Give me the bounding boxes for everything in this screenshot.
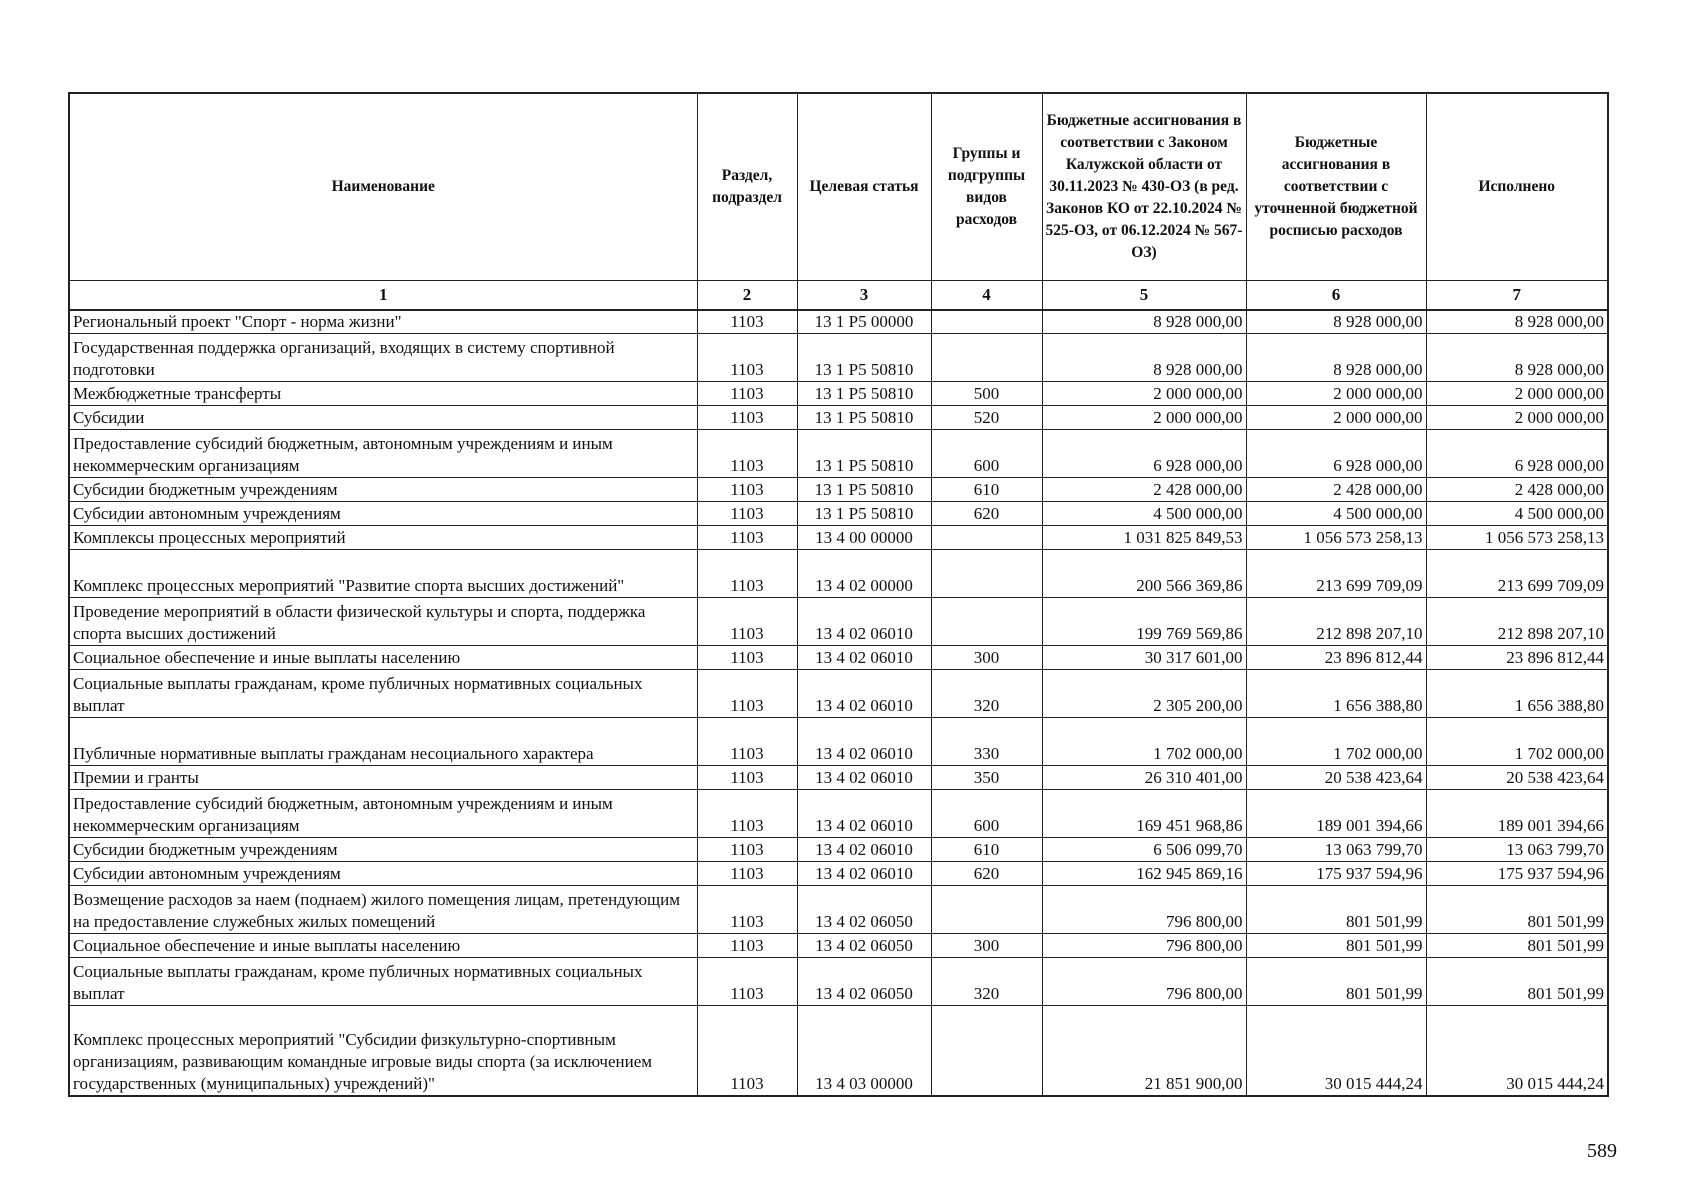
header-law-allocations: Бюджетные ассигнования в соответствии с Законом Калужской области от 30.11.2023 № 430-ОЗ (в ред. Законов КО от 22.10.2024 № 525-ОЗ, от 06.12.2024 № 567-ОЗ) <box>1042 93 1246 280</box>
row-executed-amount-cell: 801 501,99 <box>1426 958 1608 1006</box>
column-number: 4 <box>931 280 1042 310</box>
row-group-cell <box>931 1006 1042 1096</box>
row-executed-amount-cell: 13 063 799,70 <box>1426 838 1608 862</box>
table-row <box>69 934 1608 958</box>
row-section-cell: 1103 <box>697 550 797 598</box>
row-name-cell: Социальное обеспечение и иные выплаты населению <box>69 646 697 670</box>
budget-table <box>68 92 1609 1097</box>
row-section-cell: 1103 <box>697 670 797 718</box>
table-row <box>69 598 1608 646</box>
table-row <box>69 550 1608 598</box>
row-section-cell: 1103 <box>697 382 797 406</box>
table-body <box>69 310 1608 1096</box>
row-executed-amount-cell: 1 702 000,00 <box>1426 718 1608 766</box>
header-row <box>69 93 1608 280</box>
row-refined-amount-cell: 23 896 812,44 <box>1246 646 1426 670</box>
table-row <box>69 958 1608 1006</box>
row-name-cell: Социальные выплаты гражданам, кроме публичных нормативных социальных выплат <box>69 670 697 718</box>
page-number: 589 <box>1587 1140 1617 1162</box>
row-refined-amount-cell: 8 928 000,00 <box>1246 334 1426 382</box>
row-executed-amount-cell: 175 937 594,96 <box>1426 862 1608 886</box>
column-number: 3 <box>797 280 931 310</box>
row-section-cell: 1103 <box>697 478 797 502</box>
header-section: Раздел, подраздел <box>697 93 797 280</box>
table-row <box>69 382 1608 406</box>
row-group-cell: 600 <box>931 790 1042 838</box>
column-number: 1 <box>69 280 697 310</box>
row-refined-amount-cell: 1 056 573 258,13 <box>1246 526 1426 550</box>
row-target-cell: 13 4 02 06010 <box>797 766 931 790</box>
row-group-cell: 620 <box>931 862 1042 886</box>
row-refined-amount-cell: 13 063 799,70 <box>1246 838 1426 862</box>
table-row <box>69 838 1608 862</box>
row-target-cell: 13 1 Р5 50810 <box>797 502 931 526</box>
row-law-amount-cell: 2 428 000,00 <box>1042 478 1246 502</box>
row-refined-amount-cell: 801 501,99 <box>1246 934 1426 958</box>
row-refined-amount-cell: 213 699 709,09 <box>1246 550 1426 598</box>
row-executed-amount-cell: 2 000 000,00 <box>1426 406 1608 430</box>
row-executed-amount-cell: 8 928 000,00 <box>1426 310 1608 334</box>
table-row <box>69 862 1608 886</box>
row-law-amount-cell: 796 800,00 <box>1042 958 1246 1006</box>
row-name-cell: Возмещение расходов за наем (поднаем) жилого помещения лицам, претендующим на предоставление служебных жилых помещений <box>69 886 697 934</box>
row-group-cell: 620 <box>931 502 1042 526</box>
row-name-cell: Региональный проект "Спорт - норма жизни" <box>69 310 697 334</box>
table-row <box>69 334 1608 382</box>
row-law-amount-cell: 8 928 000,00 <box>1042 334 1246 382</box>
row-section-cell: 1103 <box>697 934 797 958</box>
table-row <box>69 790 1608 838</box>
row-executed-amount-cell: 2 000 000,00 <box>1426 382 1608 406</box>
row-law-amount-cell: 200 566 369,86 <box>1042 550 1246 598</box>
row-group-cell: 320 <box>931 958 1042 1006</box>
row-refined-amount-cell: 175 937 594,96 <box>1246 862 1426 886</box>
row-refined-amount-cell: 8 928 000,00 <box>1246 310 1426 334</box>
row-refined-amount-cell: 1 702 000,00 <box>1246 718 1426 766</box>
row-law-amount-cell: 26 310 401,00 <box>1042 766 1246 790</box>
row-refined-amount-cell: 30 015 444,24 <box>1246 1006 1426 1096</box>
row-law-amount-cell: 30 317 601,00 <box>1042 646 1246 670</box>
row-name-cell: Публичные нормативные выплаты гражданам несоциального характера <box>69 718 697 766</box>
table-row <box>69 406 1608 430</box>
row-executed-amount-cell: 213 699 709,09 <box>1426 550 1608 598</box>
row-group-cell <box>931 310 1042 334</box>
row-target-cell: 13 4 02 06010 <box>797 670 931 718</box>
row-law-amount-cell: 199 769 569,86 <box>1042 598 1246 646</box>
header-groups: Группы и подгруппы видов расходов <box>931 93 1042 280</box>
row-law-amount-cell: 6 506 099,70 <box>1042 838 1246 862</box>
row-law-amount-cell: 2 305 200,00 <box>1042 670 1246 718</box>
column-number-row <box>69 280 1608 310</box>
row-executed-amount-cell: 20 538 423,64 <box>1426 766 1608 790</box>
row-section-cell: 1103 <box>697 598 797 646</box>
row-group-cell: 350 <box>931 766 1042 790</box>
row-law-amount-cell: 21 851 900,00 <box>1042 1006 1246 1096</box>
row-group-cell: 520 <box>931 406 1042 430</box>
row-name-cell: Субсидии бюджетным учреждениям <box>69 478 697 502</box>
row-target-cell: 13 1 Р5 50810 <box>797 382 931 406</box>
row-target-cell: 13 1 Р5 50810 <box>797 406 931 430</box>
table-row <box>69 718 1608 766</box>
row-name-cell: Субсидии автономным учреждениям <box>69 862 697 886</box>
row-name-cell: Премии и гранты <box>69 766 697 790</box>
table-row <box>69 646 1608 670</box>
row-group-cell <box>931 550 1042 598</box>
row-name-cell: Субсидии автономным учреждениям <box>69 502 697 526</box>
table-row <box>69 430 1608 478</box>
row-name-cell: Комплексы процессных мероприятий <box>69 526 697 550</box>
row-executed-amount-cell: 1 056 573 258,13 <box>1426 526 1608 550</box>
row-executed-amount-cell: 801 501,99 <box>1426 886 1608 934</box>
row-target-cell: 13 4 02 06010 <box>797 646 931 670</box>
row-target-cell: 13 4 00 00000 <box>797 526 931 550</box>
row-executed-amount-cell: 4 500 000,00 <box>1426 502 1608 526</box>
row-executed-amount-cell: 30 015 444,24 <box>1426 1006 1608 1096</box>
row-refined-amount-cell: 1 656 388,80 <box>1246 670 1426 718</box>
row-section-cell: 1103 <box>697 334 797 382</box>
row-target-cell: 13 4 02 06010 <box>797 598 931 646</box>
row-section-cell: 1103 <box>697 766 797 790</box>
row-group-cell: 610 <box>931 838 1042 862</box>
table-row <box>69 502 1608 526</box>
row-target-cell: 13 1 Р5 50810 <box>797 334 931 382</box>
row-name-cell: Субсидии бюджетным учреждениям <box>69 838 697 862</box>
table-row <box>69 1006 1608 1096</box>
row-name-cell: Субсидии <box>69 406 697 430</box>
row-group-cell: 330 <box>931 718 1042 766</box>
row-target-cell: 13 4 02 06010 <box>797 838 931 862</box>
table-row <box>69 670 1608 718</box>
row-refined-amount-cell: 212 898 207,10 <box>1246 598 1426 646</box>
row-target-cell: 13 4 02 06010 <box>797 790 931 838</box>
row-refined-amount-cell: 20 538 423,64 <box>1246 766 1426 790</box>
row-group-cell: 300 <box>931 934 1042 958</box>
row-name-cell: Проведение мероприятий в области физической культуры и спорта, поддержка спорта высших достижений <box>69 598 697 646</box>
column-number: 7 <box>1426 280 1608 310</box>
table-row <box>69 478 1608 502</box>
row-target-cell: 13 1 Р5 50810 <box>797 430 931 478</box>
row-section-cell: 1103 <box>697 718 797 766</box>
row-name-cell: Комплекс процессных мероприятий "Развитие спорта высших достижений" <box>69 550 697 598</box>
row-target-cell: 13 1 Р5 00000 <box>797 310 931 334</box>
row-law-amount-cell: 796 800,00 <box>1042 886 1246 934</box>
table-row <box>69 766 1608 790</box>
row-target-cell: 13 4 03 00000 <box>797 1006 931 1096</box>
column-number: 6 <box>1246 280 1426 310</box>
row-name-cell: Социальные выплаты гражданам, кроме публичных нормативных социальных выплат <box>69 958 697 1006</box>
row-name-cell: Комплекс процессных мероприятий "Субсидии физкультурно-спортивным организациям, развивающим командные игровые виды спорта (за исключением государственных (муниципальных) учреждений)" <box>69 1006 697 1096</box>
row-executed-amount-cell: 212 898 207,10 <box>1426 598 1608 646</box>
table-row <box>69 886 1608 934</box>
row-name-cell: Межбюджетные трансферты <box>69 382 697 406</box>
row-section-cell: 1103 <box>697 1006 797 1096</box>
row-section-cell: 1103 <box>697 502 797 526</box>
row-target-cell: 13 4 02 00000 <box>797 550 931 598</box>
row-refined-amount-cell: 2 000 000,00 <box>1246 382 1426 406</box>
header-name: Наименование <box>69 93 697 280</box>
row-section-cell: 1103 <box>697 790 797 838</box>
row-section-cell: 1103 <box>697 838 797 862</box>
row-group-cell <box>931 334 1042 382</box>
row-executed-amount-cell: 2 428 000,00 <box>1426 478 1608 502</box>
row-target-cell: 13 4 02 06050 <box>797 958 931 1006</box>
table-row <box>69 310 1608 334</box>
row-refined-amount-cell: 6 928 000,00 <box>1246 430 1426 478</box>
row-section-cell: 1103 <box>697 430 797 478</box>
row-law-amount-cell: 1 031 825 849,53 <box>1042 526 1246 550</box>
row-law-amount-cell: 4 500 000,00 <box>1042 502 1246 526</box>
row-target-cell: 13 4 02 06050 <box>797 934 931 958</box>
row-group-cell <box>931 886 1042 934</box>
row-section-cell: 1103 <box>697 406 797 430</box>
row-name-cell: Социальное обеспечение и иные выплаты населению <box>69 934 697 958</box>
row-group-cell: 600 <box>931 430 1042 478</box>
row-executed-amount-cell: 8 928 000,00 <box>1426 334 1608 382</box>
row-law-amount-cell: 796 800,00 <box>1042 934 1246 958</box>
row-group-cell: 500 <box>931 382 1042 406</box>
row-law-amount-cell: 2 000 000,00 <box>1042 406 1246 430</box>
row-executed-amount-cell: 801 501,99 <box>1426 934 1608 958</box>
row-law-amount-cell: 6 928 000,00 <box>1042 430 1246 478</box>
row-refined-amount-cell: 189 001 394,66 <box>1246 790 1426 838</box>
row-law-amount-cell: 169 451 968,86 <box>1042 790 1246 838</box>
row-refined-amount-cell: 2 428 000,00 <box>1246 478 1426 502</box>
row-target-cell: 13 4 02 06010 <box>797 718 931 766</box>
row-refined-amount-cell: 4 500 000,00 <box>1246 502 1426 526</box>
row-executed-amount-cell: 23 896 812,44 <box>1426 646 1608 670</box>
row-section-cell: 1103 <box>697 646 797 670</box>
row-name-cell: Предоставление субсидий бюджетным, автономным учреждениям и иным некоммерческим организациям <box>69 430 697 478</box>
row-refined-amount-cell: 2 000 000,00 <box>1246 406 1426 430</box>
row-executed-amount-cell: 6 928 000,00 <box>1426 430 1608 478</box>
row-refined-amount-cell: 801 501,99 <box>1246 886 1426 934</box>
row-section-cell: 1103 <box>697 862 797 886</box>
row-group-cell <box>931 526 1042 550</box>
table-row <box>69 526 1608 550</box>
row-target-cell: 13 4 02 06050 <box>797 886 931 934</box>
row-law-amount-cell: 162 945 869,16 <box>1042 862 1246 886</box>
row-group-cell: 320 <box>931 670 1042 718</box>
row-law-amount-cell: 8 928 000,00 <box>1042 310 1246 334</box>
header-refined-allocations: Бюджетные ассигнования в соответствии с уточненной бюджетной росписью расходов <box>1246 93 1426 280</box>
row-section-cell: 1103 <box>697 526 797 550</box>
row-executed-amount-cell: 1 656 388,80 <box>1426 670 1608 718</box>
row-name-cell: Государственная поддержка организаций, входящих в систему спортивной подготовки <box>69 334 697 382</box>
column-number: 2 <box>697 280 797 310</box>
row-target-cell: 13 1 Р5 50810 <box>797 478 931 502</box>
column-number: 5 <box>1042 280 1246 310</box>
row-executed-amount-cell: 189 001 394,66 <box>1426 790 1608 838</box>
row-law-amount-cell: 1 702 000,00 <box>1042 718 1246 766</box>
header-executed: Исполнено <box>1426 93 1608 280</box>
row-group-cell <box>931 598 1042 646</box>
row-refined-amount-cell: 801 501,99 <box>1246 958 1426 1006</box>
row-section-cell: 1103 <box>697 886 797 934</box>
header-target: Целевая статья <box>797 93 931 280</box>
row-target-cell: 13 4 02 06010 <box>797 862 931 886</box>
row-law-amount-cell: 2 000 000,00 <box>1042 382 1246 406</box>
row-section-cell: 1103 <box>697 310 797 334</box>
row-name-cell: Предоставление субсидий бюджетным, автономным учреждениям и иным некоммерческим организациям <box>69 790 697 838</box>
row-group-cell: 300 <box>931 646 1042 670</box>
row-section-cell: 1103 <box>697 958 797 1006</box>
row-group-cell: 610 <box>931 478 1042 502</box>
